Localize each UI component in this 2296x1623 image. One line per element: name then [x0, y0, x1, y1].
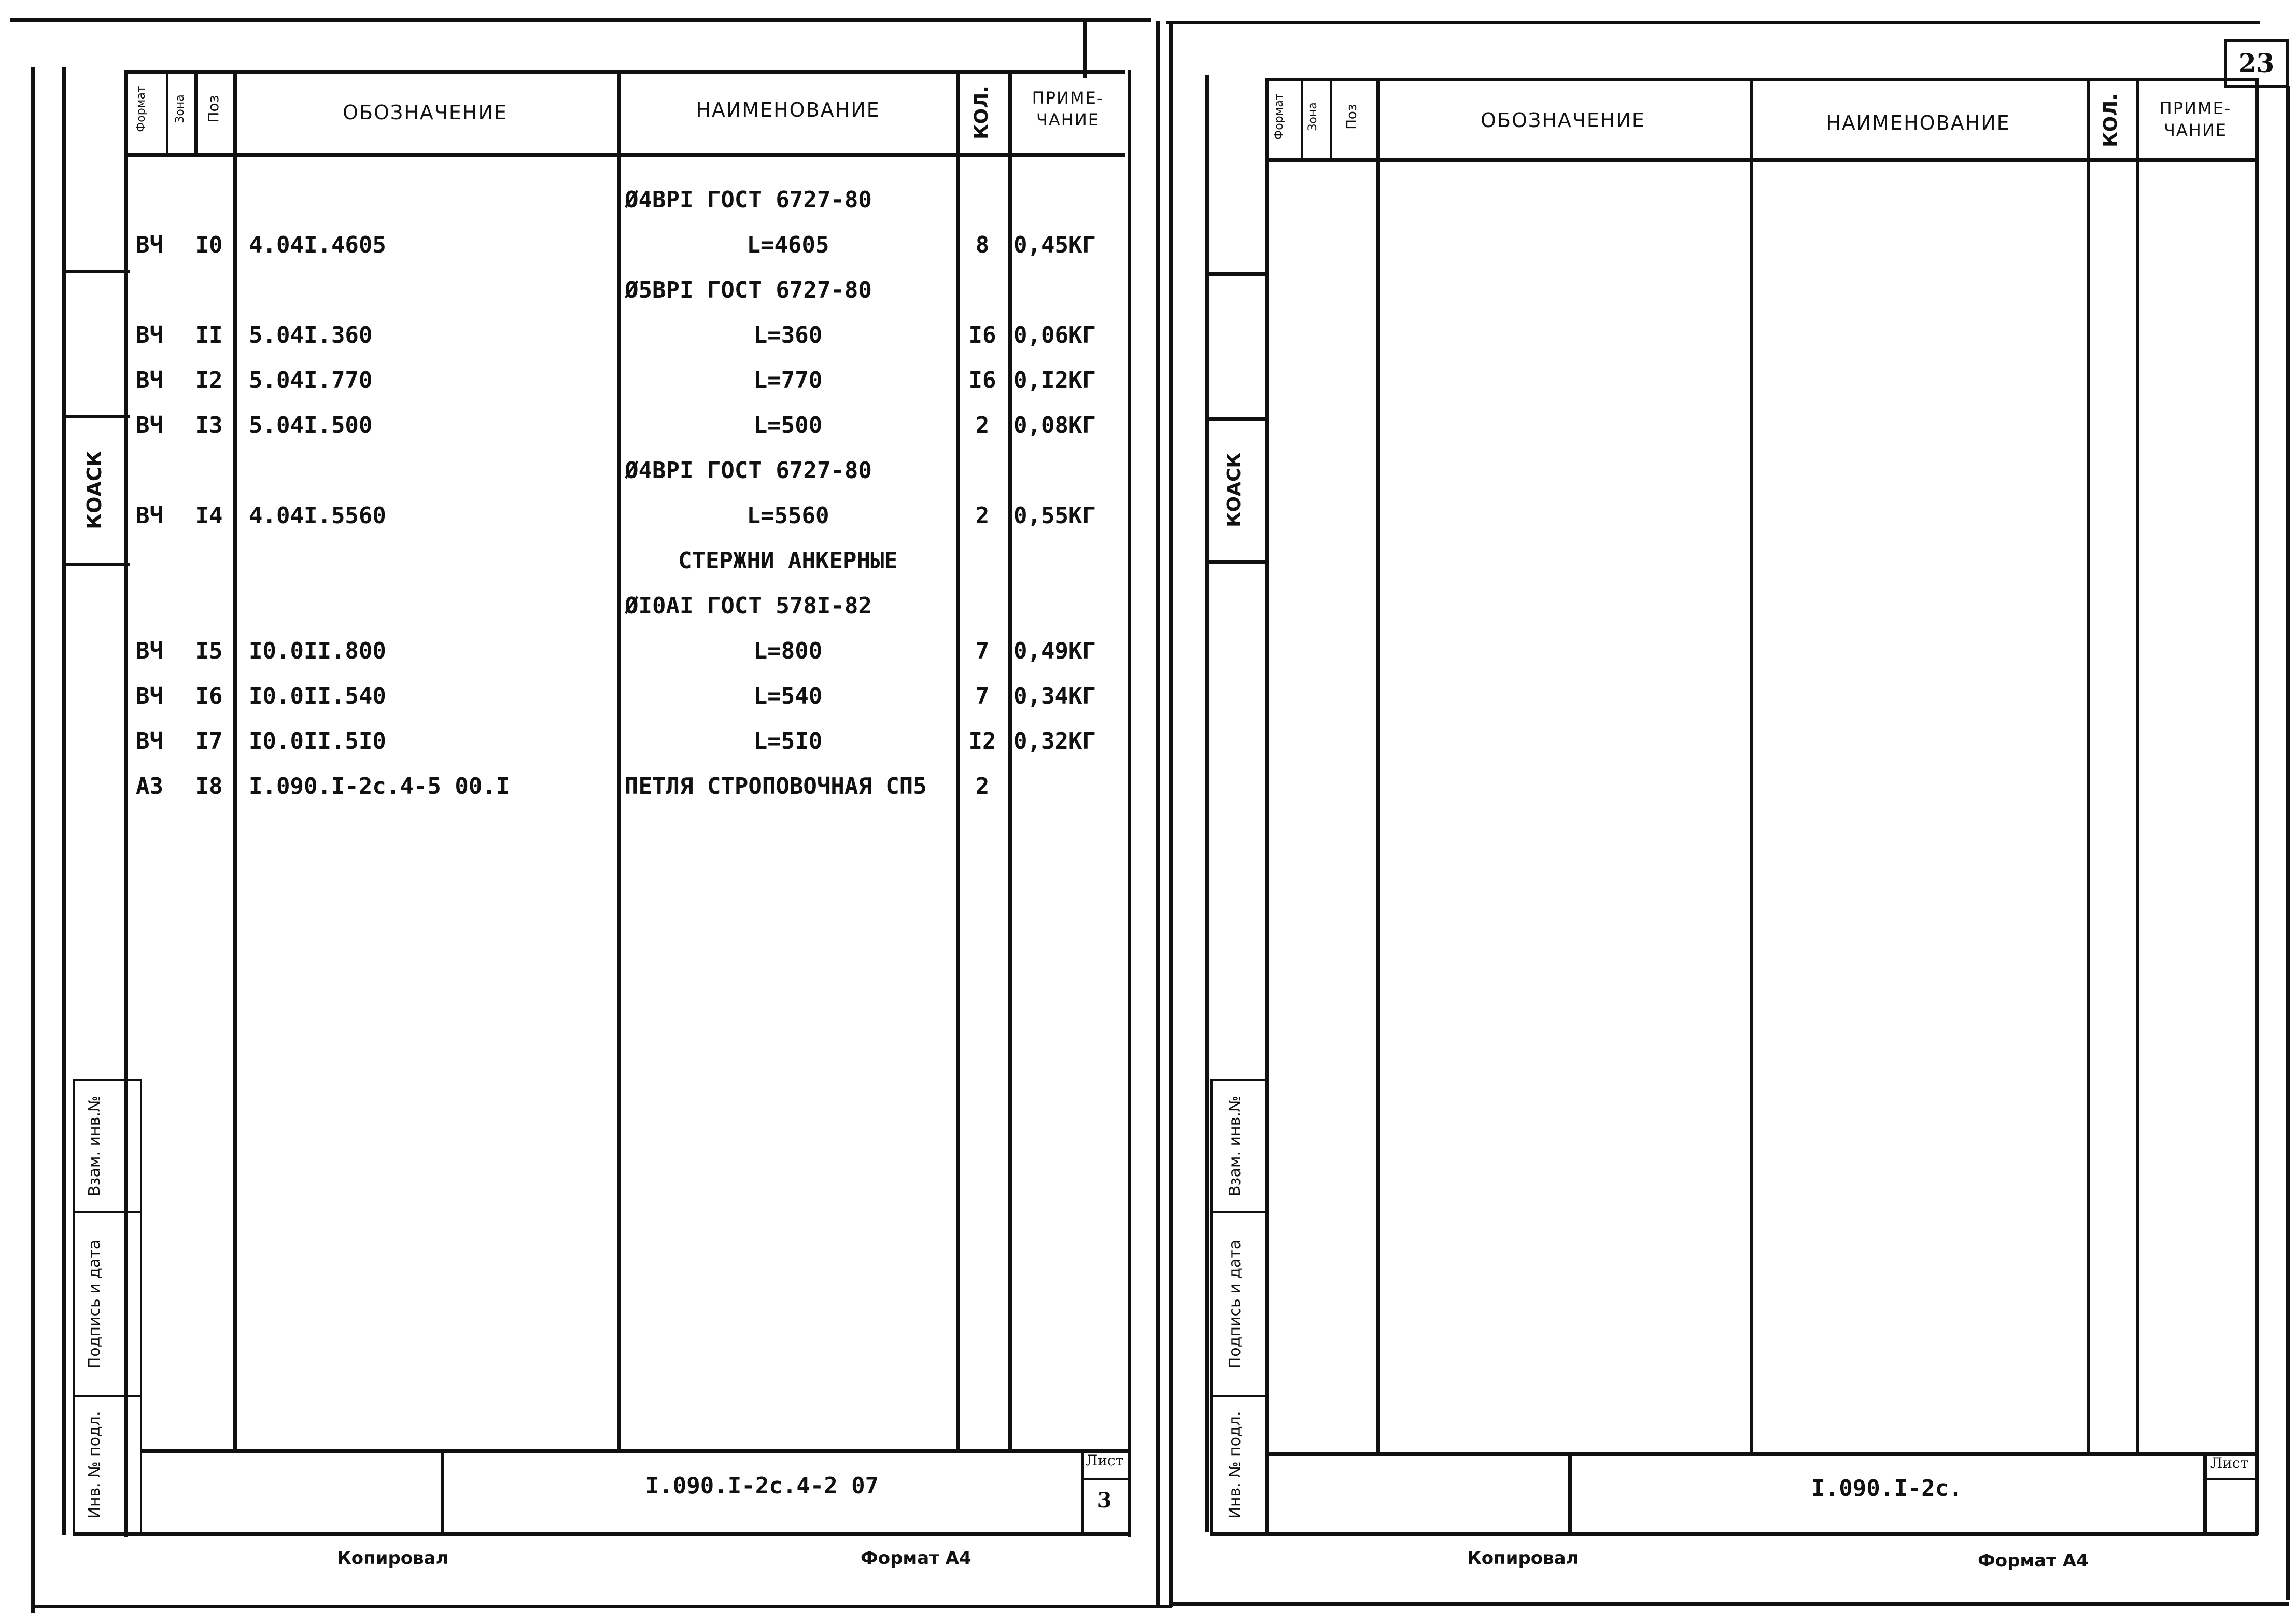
- row-note: 0,32КГ: [1013, 728, 1096, 754]
- r-header-bottom: [1265, 158, 2255, 162]
- row-note: 0,45КГ: [1013, 232, 1096, 258]
- outer-center-line: [1156, 21, 1160, 1607]
- r-margin-tick-3: [1205, 560, 1267, 564]
- row-pos: I0: [195, 232, 223, 258]
- row-qty: 8: [975, 232, 990, 258]
- r-col-border-0: [1265, 78, 1269, 1535]
- col-border-3: [956, 70, 960, 1449]
- row-format: ВЧ: [136, 502, 163, 529]
- row-designation: 5.04I.360: [249, 322, 373, 348]
- r-side-label-inv-replace: Взам. инв.№: [1226, 1095, 1244, 1197]
- row-format: ВЧ: [136, 412, 163, 439]
- left-margin-tick-2: [62, 415, 130, 418]
- row-designation: 5.04I.500: [249, 412, 373, 439]
- r-side-label-inv-orig: Инв. № подл.: [1226, 1411, 1244, 1519]
- r-title-block-top: [1265, 1452, 2255, 1456]
- row-format: ВЧ: [136, 728, 163, 754]
- row-pos: II: [195, 322, 223, 348]
- row-qty: I2: [968, 728, 996, 754]
- row-qty: 7: [975, 638, 990, 664]
- r-col-border-4: [2136, 78, 2139, 1452]
- doc-code: I.090.I-2с.4-2 07: [645, 1473, 879, 1499]
- side-label-inv-replace: Взам. инв.№: [86, 1095, 104, 1197]
- r-header-note-2: ЧАНИЕ: [2163, 120, 2228, 140]
- stamp-koask: КОАСК: [83, 451, 106, 529]
- row-name: L=5I0: [753, 728, 823, 754]
- row-qty: 2: [975, 412, 990, 439]
- header-note-1: ПРИМЕ-: [1032, 88, 1104, 108]
- outer-right-top-line: [1166, 21, 2260, 24]
- col-border-4: [1008, 70, 1012, 1449]
- row-format: ВЧ: [136, 638, 163, 664]
- left-sheet-bottom: [73, 1532, 1130, 1536]
- r-side-box-left: [1210, 1079, 1213, 1535]
- row-format: ВЧ: [136, 322, 163, 348]
- side-box-top: [73, 1079, 140, 1081]
- outer-bottom-line: [31, 1605, 1172, 1608]
- row-pos: I5: [195, 638, 223, 664]
- header-pos: Поз: [205, 95, 222, 123]
- row-qty: 2: [975, 773, 990, 800]
- header-format: Формат: [135, 86, 148, 132]
- side-box-div-1: [73, 1211, 140, 1213]
- row-note: 0,34КГ: [1013, 683, 1096, 709]
- header-name: НАИМЕНОВАНИЕ: [696, 99, 880, 121]
- r-stamp-koask: КОАСК: [1223, 453, 1245, 527]
- r-col-border-1: [1376, 78, 1380, 1452]
- right-outer-bottom: [1169, 1602, 2289, 1606]
- sheet-label: Лист: [1085, 1452, 1124, 1469]
- r-col-border-zone: [1301, 78, 1303, 158]
- row-name: Ø4ВРI ГОСТ 6727-80: [625, 187, 872, 213]
- outer-left-line: [31, 67, 35, 1613]
- r-header-name: НАИМЕНОВАНИЕ: [1826, 111, 2010, 134]
- row-format: ВЧ: [136, 367, 163, 394]
- header-designation: ОБОЗНАЧЕНИЕ: [343, 101, 508, 124]
- row-pos: I8: [195, 773, 223, 800]
- row-name: L=770: [753, 367, 823, 394]
- r-header-pos: Поз: [1344, 104, 1360, 130]
- row-name: L=800: [753, 638, 823, 664]
- r-col-border-pos: [1330, 78, 1332, 158]
- col-border-1: [233, 70, 237, 1449]
- r-sheet-box-div: [2203, 1478, 2255, 1480]
- left-margin-tick-3: [62, 563, 130, 566]
- row-qty: I6: [968, 322, 996, 348]
- r-col-border-3: [2087, 78, 2090, 1452]
- row-designation: I0.0II.800: [249, 638, 386, 664]
- r-margin-tick-2: [1205, 417, 1267, 421]
- r-table-top: [1265, 78, 2255, 81]
- row-designation: 4.04I.4605: [249, 232, 386, 258]
- row-pos: I4: [195, 502, 223, 529]
- col-border-zone: [166, 70, 168, 153]
- r-header-designation: ОБОЗНАЧЕНИЕ: [1481, 109, 1645, 132]
- header-zone: Зона: [174, 94, 187, 123]
- row-qty: 2: [975, 502, 990, 529]
- r-left-margin-line: [1205, 75, 1209, 1532]
- col-border-0: [124, 70, 128, 1537]
- row-name: Ø4ВРI ГОСТ 6727-80: [625, 457, 872, 484]
- left-margin-line: [62, 67, 66, 1535]
- right-outer-left: [1169, 21, 1173, 1607]
- row-format: ВЧ: [136, 232, 163, 258]
- r-format-label: Формат А4: [1978, 1550, 2089, 1571]
- row-designation: I.090.I-2с.4-5 00.I: [249, 773, 510, 800]
- row-note: 0,08КГ: [1013, 412, 1096, 439]
- row-designation: I0.0II.5I0: [249, 728, 386, 754]
- row-name: L=360: [753, 322, 823, 348]
- r-title-block-div: [1568, 1452, 1572, 1535]
- row-name: СТЕРЖНИ АНКЕРНЫЕ: [678, 548, 898, 574]
- copied-label: Копировал: [337, 1548, 449, 1569]
- row-name: ПЕТЛЯ СТРОПОВОЧНАЯ СП5: [625, 773, 927, 800]
- row-name: L=4605: [746, 232, 829, 258]
- title-block-div: [441, 1449, 444, 1535]
- side-box-div-2: [73, 1395, 140, 1397]
- r-header-note-1: ПРИМЕ-: [2159, 99, 2232, 118]
- r-sheet-bottom: [1210, 1532, 2258, 1536]
- r-header-zone: Зона: [1306, 102, 1319, 131]
- header-bottom: [124, 153, 1125, 157]
- row-pos: I2: [195, 367, 223, 394]
- side-label-sign-date: Подпись и дата: [86, 1239, 104, 1369]
- r-side-box-div-2: [1210, 1395, 1267, 1397]
- row-pos: I7: [195, 728, 223, 754]
- r-header-qty: КОЛ.: [2100, 93, 2121, 147]
- row-note: 0,49КГ: [1013, 638, 1096, 664]
- row-name: L=500: [753, 412, 823, 439]
- left-margin-tick: [62, 270, 130, 273]
- r-copied-label: Копировал: [1467, 1548, 1579, 1569]
- outer-top-line: [10, 18, 1151, 22]
- row-name: L=5560: [746, 502, 829, 529]
- r-doc-code: I.090.I-2с.: [1811, 1475, 1963, 1502]
- page-number: 23: [2238, 48, 2275, 78]
- row-name: Ø5ВРI ГОСТ 6727-80: [625, 277, 872, 303]
- row-note: 0,55КГ: [1013, 502, 1096, 529]
- row-qty: I6: [968, 367, 996, 394]
- row-qty: 7: [975, 683, 990, 709]
- r-side-label-sign-date: Подпись и дата: [1226, 1239, 1244, 1369]
- table-top: [124, 70, 1125, 74]
- side-box-left: [73, 1079, 75, 1535]
- row-pos: I3: [195, 412, 223, 439]
- r-col-border-5: [2255, 78, 2259, 1535]
- format-label: Формат А4: [861, 1548, 971, 1569]
- side-label-inv-orig: Инв. № подл.: [86, 1411, 104, 1519]
- top-tick: [1083, 21, 1087, 78]
- right-outer-right: [2286, 86, 2290, 1600]
- r-sheet-label: Лист: [2210, 1454, 2249, 1472]
- row-format: ВЧ: [136, 683, 163, 709]
- sheet-box-div: [1081, 1478, 1128, 1480]
- header-note-2: ЧАНИЕ: [1036, 110, 1100, 130]
- row-designation: I0.0II.540: [249, 683, 386, 709]
- col-border-2: [617, 70, 621, 1449]
- col-border-pos: [194, 70, 198, 153]
- row-designation: 4.04I.5560: [249, 502, 386, 529]
- row-pos: I6: [195, 683, 223, 709]
- row-note: 0,I2КГ: [1013, 367, 1096, 394]
- row-format: А3: [136, 773, 163, 800]
- row-name: ØI0АI ГОСТ 578I-82: [625, 593, 872, 619]
- title-block-top: [140, 1449, 1130, 1453]
- r-col-border-2: [1750, 78, 1753, 1452]
- sheet-number: 3: [1097, 1488, 1112, 1513]
- row-designation: 5.04I.770: [249, 367, 373, 394]
- header-qty: КОЛ.: [971, 86, 992, 139]
- col-border-5: [1128, 70, 1131, 1537]
- row-note: 0,06КГ: [1013, 322, 1096, 348]
- row-name: L=540: [753, 683, 823, 709]
- r-header-format: Формат: [1273, 93, 1286, 140]
- r-margin-tick: [1205, 272, 1267, 276]
- side-box-right: [140, 1079, 142, 1535]
